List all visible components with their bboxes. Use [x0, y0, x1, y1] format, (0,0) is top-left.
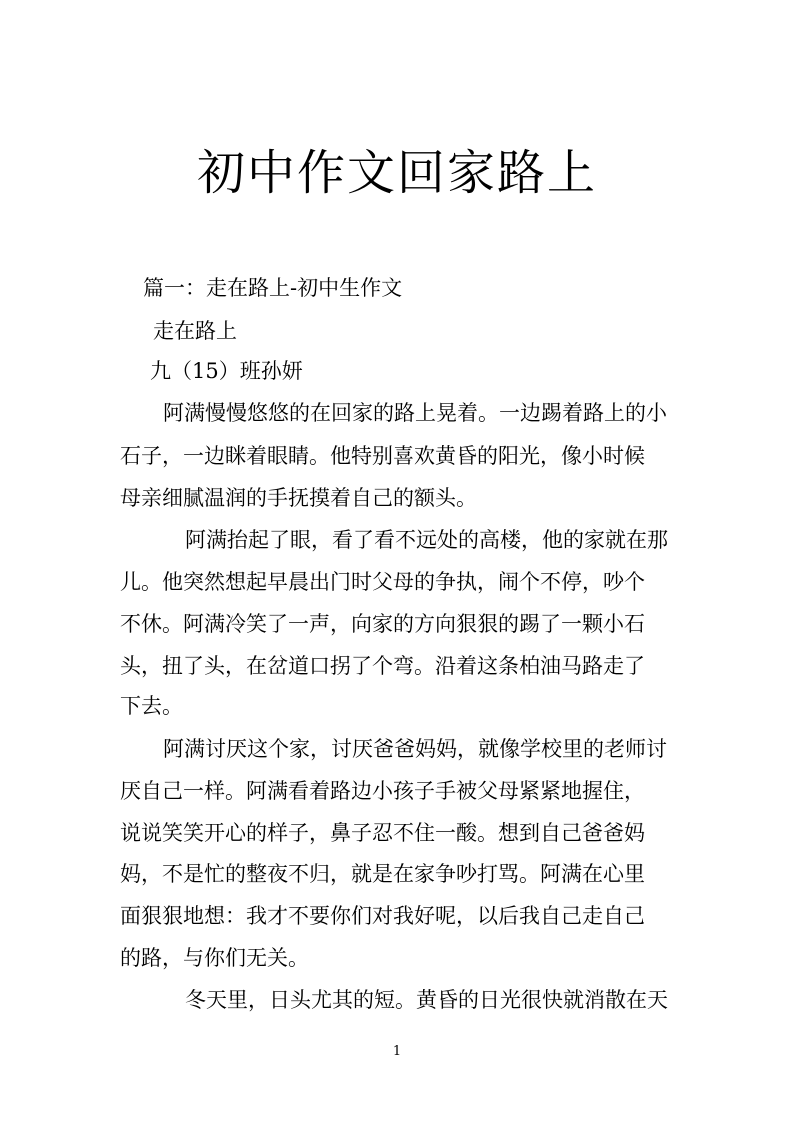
- paragraph-line: 阿满讨厌这个家，讨厌爸爸妈妈，就像学校里的老师讨: [163, 737, 667, 761]
- paragraph-line: 儿。他突然想起早晨出门时父母的争执，闹个不停，吵个: [120, 570, 645, 594]
- paragraph-line: 厌自己一样。阿满看着路边小孩子手被父母紧紧地握住，: [120, 779, 645, 803]
- page-number: 1: [392, 1044, 402, 1059]
- paragraph-line: 面狠狠地想：我才不要你们对我好呢，以后我自己走自己: [120, 904, 645, 928]
- section-heading: 篇一：走在路上-初中生作文: [143, 276, 403, 300]
- paragraph-line: 阿满抬起了眼，看了看不远处的高楼，他的家就在那: [185, 528, 668, 552]
- document-title: 初中作文回家路上: [196, 145, 597, 201]
- paragraph-line: 阿满慢慢悠悠的在回家的路上晃着。一边踢着路上的小: [163, 401, 667, 425]
- paragraph-line: 妈，不是忙的整夜不归，就是在家争吵打骂。阿满在心里: [120, 862, 645, 886]
- paragraph-line: 不休。阿满冷笑了一声，向家的方向狠狠的踢了一颗小石: [120, 612, 645, 636]
- author-line: 九（15）班孙妍: [150, 359, 303, 383]
- paragraph-line: 头，扭了头，在岔道口拐了个弯。沿着这条柏油马路走了: [120, 654, 645, 678]
- essay-title: 走在路上: [153, 319, 237, 343]
- paragraph-line: 下去。: [120, 694, 183, 718]
- paragraph-line: 石子，一边眯着眼睛。他特别喜欢黄昏的阳光，像小时候: [120, 444, 645, 468]
- paragraph-line: 母亲细腻温润的手抚摸着自己的额头。: [120, 486, 477, 510]
- paragraph-line: 说说笑笑开心的样子，鼻子忍不住一酸。想到自己爸爸妈: [120, 821, 645, 845]
- paragraph-line: 冬天里，日头尤其的短。黄昏的日光很快就消散在天: [185, 988, 668, 1012]
- paragraph-line: 的路，与你们无关。: [120, 946, 309, 970]
